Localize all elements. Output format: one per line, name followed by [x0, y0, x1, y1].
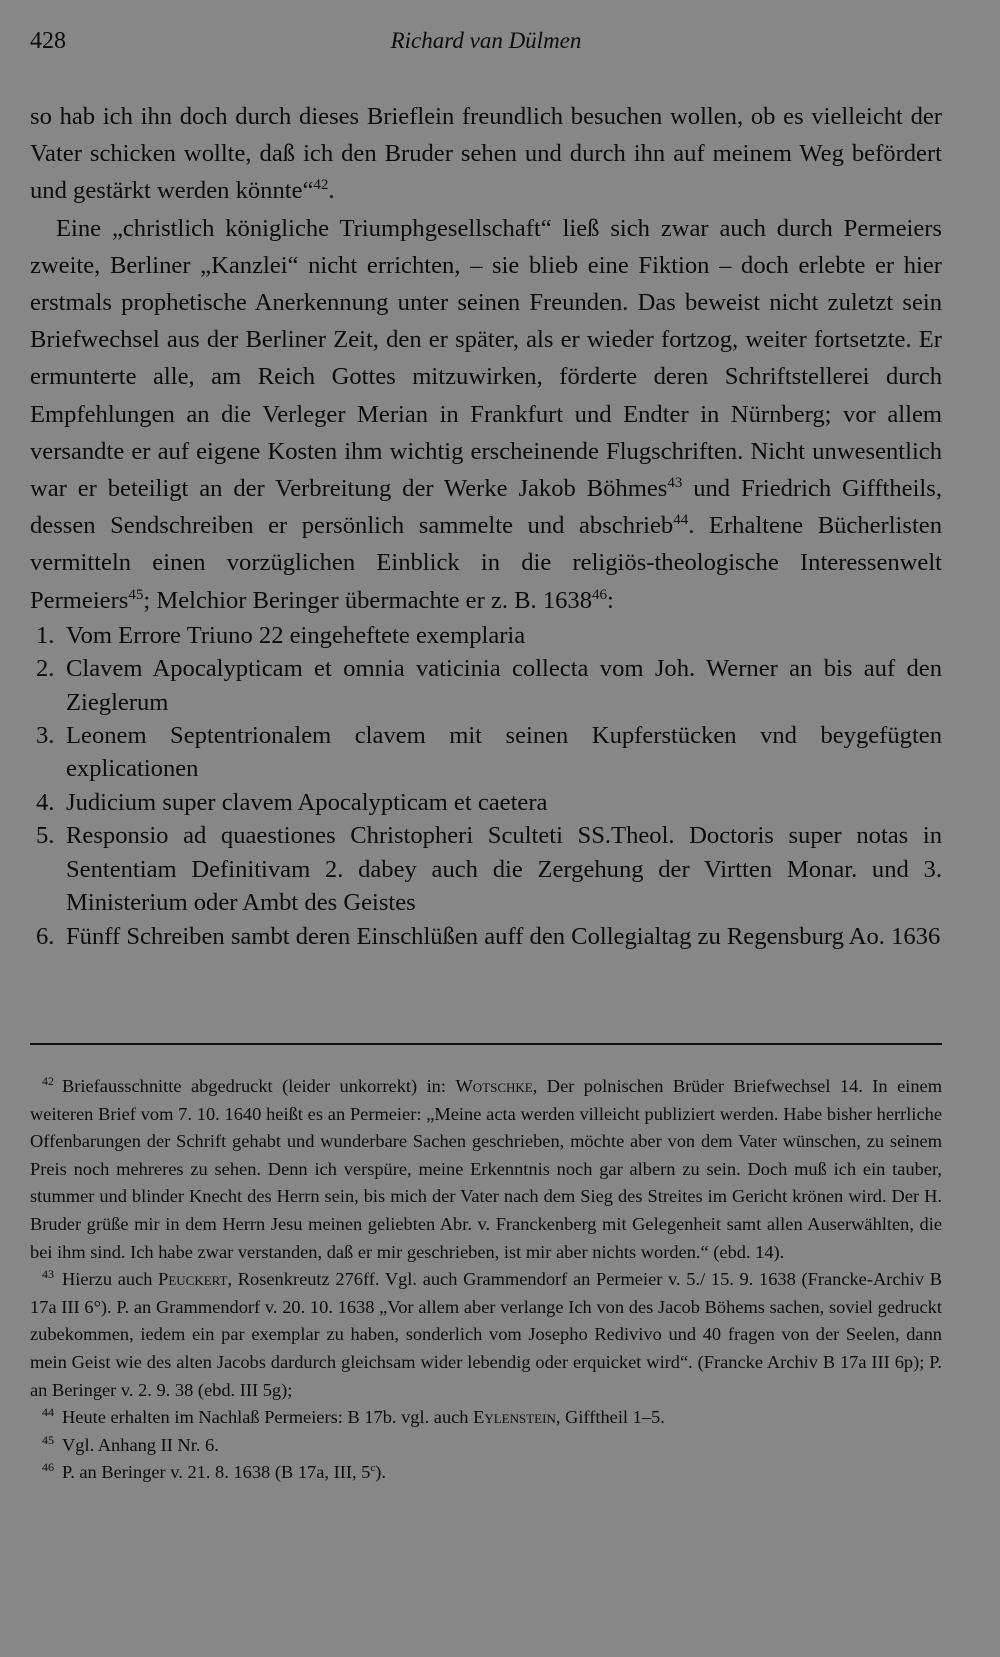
- list-item-text: Vom Errore Triuno 22 eingeheftete exemplaria: [66, 621, 526, 649]
- footnote-44: [30, 1404, 942, 1432]
- list-item-number: 3.: [36, 722, 55, 750]
- footnote-46: [30, 1459, 942, 1487]
- footnote-superscript: c: [370, 1462, 376, 1475]
- list-item: [30, 619, 942, 652]
- paragraph-2-part-2: und Friedrich Gifftheils, dessen Sendschreiben er persönlich sammelte und abschrieb: [30, 475, 942, 540]
- list-item: [30, 652, 942, 719]
- footnote-divider: [30, 1043, 942, 1045]
- list-item: [30, 920, 942, 953]
- paragraph-1: [30, 98, 942, 210]
- list-item-number: 2.: [36, 655, 55, 683]
- footnote-text: Briefausschnitte abgedruckt (leider unkorrekt) in:: [62, 1076, 456, 1096]
- footnote-number: 46: [42, 1460, 54, 1475]
- footnote-author: Peuckert: [158, 1269, 228, 1290]
- footnote-ref-44[interactable]: 44: [673, 512, 689, 529]
- footnote-number: 44: [42, 1405, 54, 1419]
- footnote-text: ).: [375, 1462, 386, 1483]
- footnotes: [30, 1073, 942, 1487]
- list-item: [30, 786, 942, 819]
- footnote-author: Eylenstein: [473, 1407, 556, 1428]
- footnote-text: , Rosenkreutz 276ff. Vgl. auch Grammendorf an Permeier v. 5./ 15. 9. 1638 (Francke-Archiv B 17a III 6°). P. an Grammendorf v. 20. 10. 1638 „Vor allem aber verlange Ich von des Jacob Böhems sachen, soviel gedruckt zubekommen, iedem ein par exemplar zu haben, sonderlich vom Josepho Redivivo und 40 fragen von der Seelen, dann mein Geist wie des alten Jacobs dardurch gleichsam wider lebendig oder erquicket wird“. (Francke Archiv B 17a III 6p); P. an Beringer v. 2. 9. 38 (ebd. III 5g);: [30, 1269, 942, 1400]
- main-text: [30, 98, 942, 953]
- list-item: [30, 819, 942, 919]
- footnote-text: , Gifftheil 1–5.: [555, 1407, 665, 1428]
- footnote-number: 43: [42, 1267, 54, 1282]
- footnote-45: [30, 1432, 942, 1460]
- paragraph-2-part-3: . Erhaltene Bücherlisten vermitteln einen vorzüglichen Einblick in die religiös-theologische Interessenwelt Permeiers: [30, 512, 943, 614]
- paragraph-2-part-5: :: [607, 586, 614, 614]
- list-item: [30, 719, 942, 786]
- paragraph-2: [30, 210, 942, 619]
- list-item-text: Responsio ad quaestiones Christopheri Sculteti SS.Theol. Doctoris super notas in Sententiam Definitivam 2. dabey auch die Zergehung der Virtten Monar. und 3. Ministerium oder Ambt des Geistes: [66, 822, 942, 917]
- paragraph-1-text: so hab ich ihn doch durch dieses Brieflein freundlich besuchen wollen, ob es vielleicht der Vater schicken wollte, daß ich den Bruder sehen und durch ihn auf meinem Weg befördert und gestärkt werden könnte“: [30, 103, 942, 205]
- page-number: 428: [30, 28, 66, 54]
- footnote-43: [30, 1266, 942, 1404]
- list-item-text: Judicium super clavem Apocalypticam et caetera: [66, 788, 548, 816]
- paragraph-1-tail: .: [328, 177, 335, 205]
- list-item-number: 5.: [36, 822, 55, 850]
- footnote-text: Hierzu auch: [62, 1269, 159, 1290]
- footnote-text: P. an Beringer v. 21. 8. 1638 (B 17a, III, 5: [62, 1462, 371, 1483]
- list-item-text: Clavem Apocalypticam et omnia vaticinia collecta vom Joh. Werner an bis auf den Zieglerum: [66, 655, 942, 716]
- page-header: [30, 28, 942, 64]
- footnote-ref-45[interactable]: 45: [128, 586, 144, 603]
- running-title: Richard van Dülmen: [390, 28, 582, 53]
- footnote-number: 42: [42, 1073, 54, 1088]
- book-list: [30, 619, 942, 953]
- list-item-text: Leonem Septentrionalem clavem mit seinen Kupferstücken vnd beygefügten explicationen: [66, 722, 942, 783]
- footnote-text: Heute erhalten im Nachlaß Permeiers: B 17b. vgl. auch: [62, 1407, 474, 1428]
- footnote-42: [30, 1073, 942, 1266]
- footnote-number: 45: [42, 1432, 54, 1447]
- footnote-author: Wotschke: [455, 1076, 533, 1096]
- list-item-number: 6.: [36, 922, 55, 950]
- paragraph-2-part-4: ; Melchior Beringer übermachte er z. B. 1638: [143, 586, 593, 614]
- list-item-number: 4.: [36, 788, 55, 816]
- list-item-text: Fünff Schreiben sambt deren Einschlüßen auff den Collegialtag zu Regensburg Ao. 1636: [66, 922, 941, 950]
- footnote-ref-43[interactable]: 43: [667, 474, 683, 491]
- footnote-ref-46[interactable]: 46: [592, 586, 608, 603]
- footnote-text: Vgl. Anhang II Nr. 6.: [62, 1434, 219, 1455]
- list-item-number: 1.: [36, 621, 55, 649]
- paragraph-2-part-1: Eine „christlich königliche Triumphgesellschaft“ ließ sich zwar auch durch Permeiers zweite, Berliner „Kanzlei“ nicht errichten, – sie blieb eine Fiktion – doch erlebte er hier erstmals prophetische Anerkennung unter seinen Freunden. Das beweist nicht zuletzt sein Briefwechsel aus der Berliner Zeit, den er später, als er wieder fortzog, weiter fortsetzte. Er ermunterte alle, am Reich Gottes mitzuwirken, förderte deren Schriftstellerei durch Empfehlungen an die Verleger Merian in Frankfurt und Endter in Nürnberg; vor allem versandte er auf eigene Kosten ihm wichtig erscheinende Flugschriften. Nicht unwesentlich war er beteiligt an der Verbreitung der Werke Jakob Böhmes: [30, 214, 942, 503]
- footnote-text: , Der polnischen Brüder Briefwechsel 14. In einem weiteren Brief vom 7. 10. 1640 heißt es an Permeier: „Meine acta werden villeicht publiziert werden. Habe bisher herrliche Offenbarungen der Schrift gehabt und wunderbare Sachen geschrieben, möchte aber von dem Vater wünschen, zu seinem Preis noch mehreres zu sehen. Denn ich verspüre, meine Erkenntnis noch gar albern zu sein. Doch muß ich ein tauber, stummer und blinder Knecht des Herrn sein, bis mich der Vater nach dem Sieg des Streites im Gericht krönen wird. Der H. Bruder grüße mir in dem Herrn Jesu meinen geliebten Abr. v. Franckenberg mit Gelegenheit samt allen Auserwählten, die bei ihm sind. Ich habe zwar verstanden, daß er mir geschrieben, ist mir aber nichts worden.“ (ebd. 14).: [30, 1076, 943, 1262]
- footnote-ref-42[interactable]: 42: [313, 177, 329, 194]
